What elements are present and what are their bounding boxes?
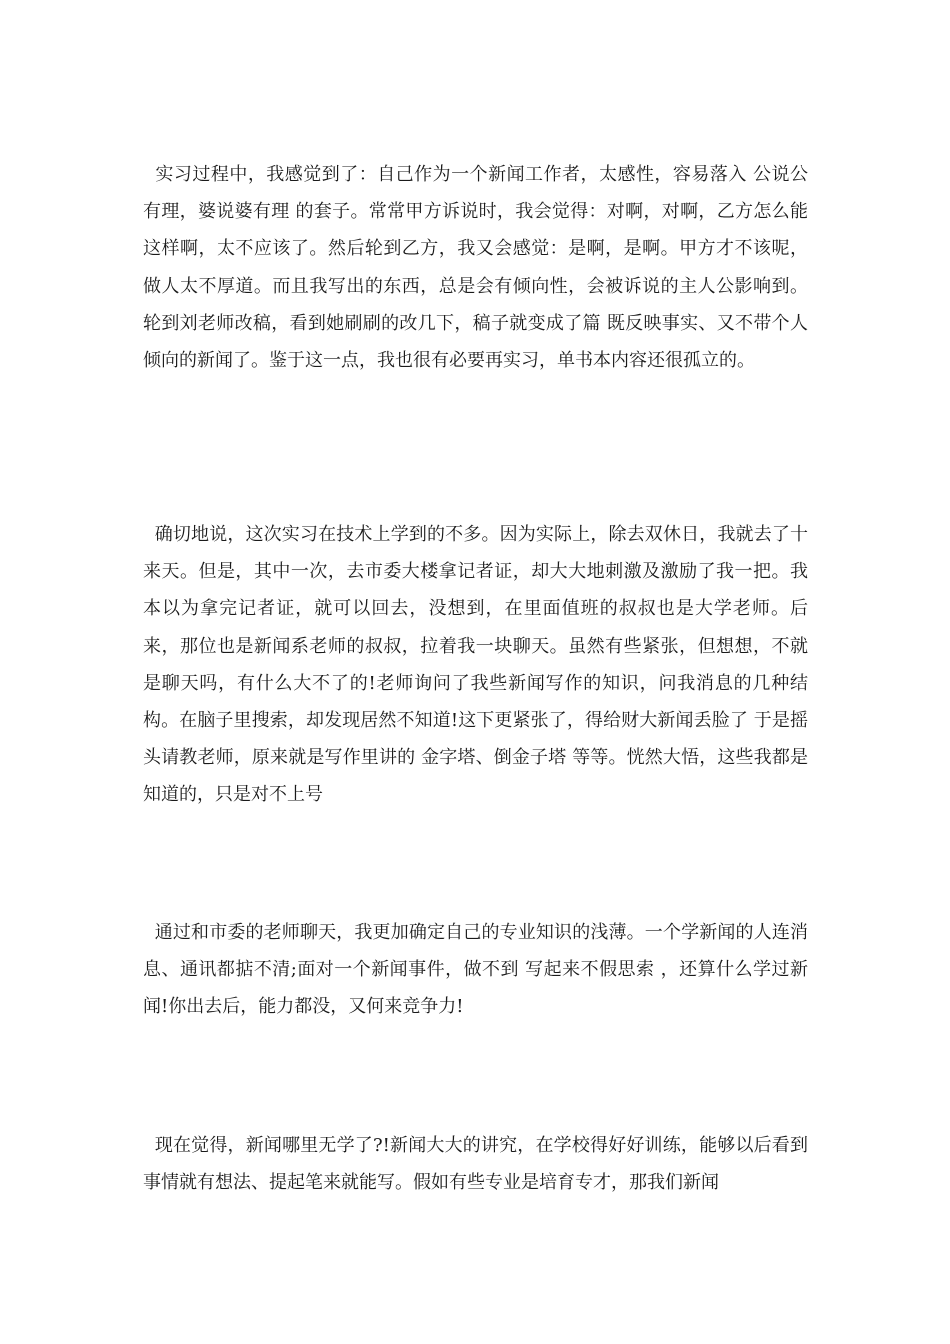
paragraph-press-card-visit: 确切地说，这次实习在技术上学到的不多。因为实际上，除去双休日，我就去了十来天。但是，其中一次，去市委大楼拿记者证，却大大地刺激及激励了我一把。我本以为拿完记者证，就可以回去，没想到，在里面值班的叔叔也是大学老师。后来，那位也是新闻系老师的叔叔，拉着我一块聊天。虽然有些紧张，但想想，不就是聊天吗，有什么大不了的!老师询问了我些新闻写作的知识，问我消息的几种结构。在脑子里搜索，却发现居然不知道!这下更紧张了，得给财大新闻丢脸了 于是摇头请教老师，原来就是写作里讲的 金字塔、倒金子塔 等等。恍然大悟，这些我都是知道的，只是对不上号 [143,524,808,806]
paragraph-news-training: 现在觉得，新闻哪里无学了?!新闻大大的讲究，在学校得好好训练，能够以后看到事情就有想法、提起笔来就能写。假如有些专业是培育专才，那我们新闻 [143,1135,808,1194]
paragraph-internship-reflection: 实习过程中，我感觉到了：自己作为一个新闻工作者，太感性，容易落入 公说公有理，婆说婆有理 的套子。常常甲方诉说时，我会觉得：对啊，对啊，乙方怎么能这样啊，太不应该了。然后轮到乙方，我又会感觉：是啊，是啊。甲方才不该呢，做人太不厚道。而且我写出的东西，总是会有倾向性，会被诉说的主人公影响到。轮到刘老师改稿，看到她刷刷的改几下，稿子就变成了篇 既反映事实、又不带个人倾向的新闻了。鉴于这一点，我也很有必要再实习，单书本内容还很孤立的。 [143,164,809,372]
paragraph-professional-knowledge: 通过和市委的老师聊天，我更加确定自己的专业知识的浅薄。一个学新闻的人连消息、通讯都掂不清;面对一个新闻事件，做不到 写起来不假思索 ，还算什么学过新闻!你出去后，能力都没，又何来竞争力! [143,922,808,1018]
